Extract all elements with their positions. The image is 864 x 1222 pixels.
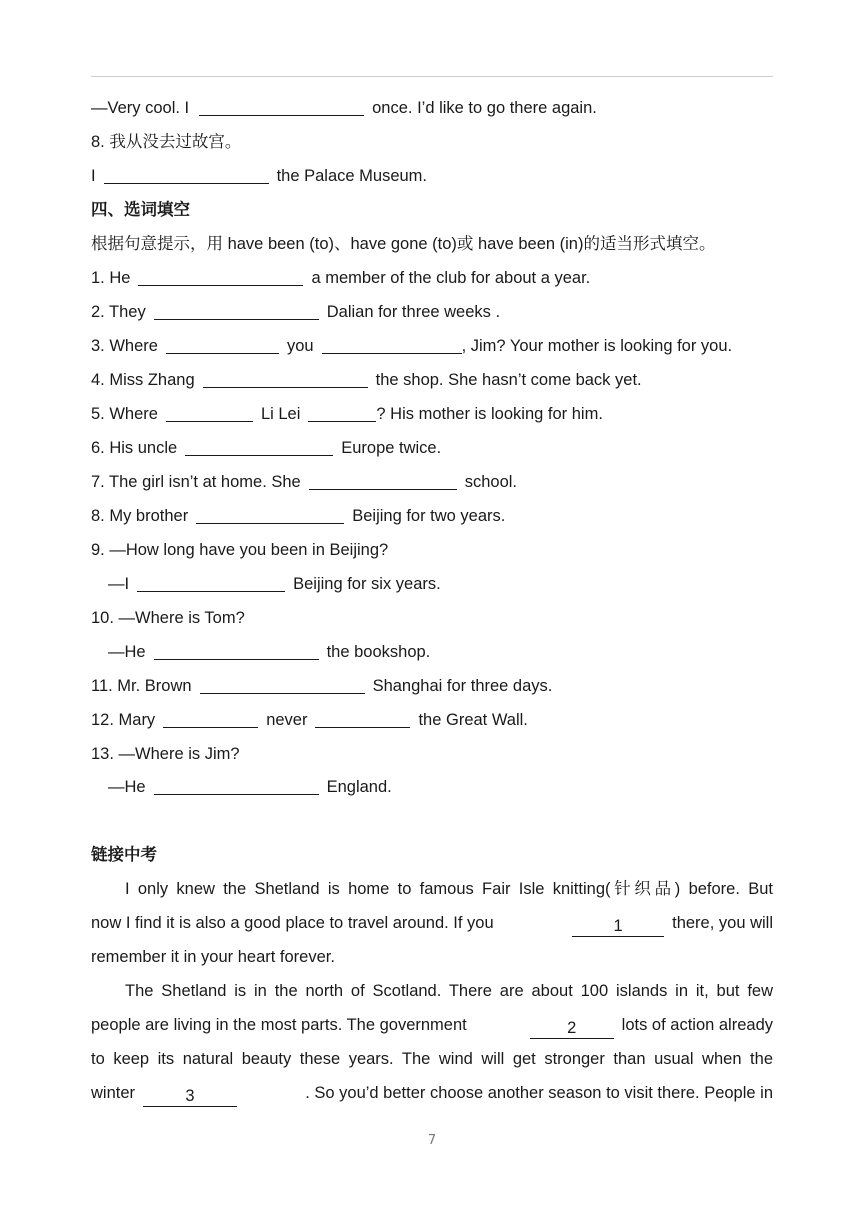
p2-line-4 <box>91 1076 773 1110</box>
text: 根据句意提示，用 have been (to)、have gone (to)或 have been (in)的适当形式填空。 <box>91 235 716 253</box>
text: Beijing for six years. <box>293 575 441 593</box>
text: there, you will <box>672 914 773 932</box>
answer-blank[interactable] <box>137 574 285 592</box>
text: ? His mother is looking for him. <box>376 405 603 423</box>
text: people are living in the most parts. The government <box>91 1016 467 1034</box>
text: the Great Wall. <box>418 711 528 729</box>
text: I only knew the Shetland is home to famous Fair Isle knitting(针织品) before. But <box>125 880 773 898</box>
answer-blank[interactable] <box>315 710 410 728</box>
question-9-answer <box>108 567 798 601</box>
answer-blank[interactable] <box>203 370 368 388</box>
text: 10. —Where is Tom? <box>91 609 245 627</box>
text: now I find it is also a good place to travel around. If you <box>91 914 494 932</box>
text: a member of the club for about a year. <box>311 269 591 287</box>
text: 4. Miss Zhang <box>91 371 195 389</box>
answer-blank[interactable] <box>154 302 319 320</box>
text: 8. My brother <box>91 507 189 525</box>
question-12 <box>91 703 781 737</box>
text: 7. The girl isn’t at home. She <box>91 473 301 491</box>
question-1 <box>91 261 781 295</box>
text: lots of action already <box>621 1016 773 1034</box>
cloze-blank-1[interactable]: 1 <box>572 916 664 937</box>
answer-blank[interactable] <box>163 710 258 728</box>
p1-line-2 <box>91 906 773 940</box>
text: to keep its natural beauty these years. The wind will get stronger than usual when the <box>91 1050 773 1068</box>
p2-line-1 <box>125 974 773 1008</box>
heading: 四、选词填空 <box>91 201 190 219</box>
question-9 <box>91 533 781 567</box>
answer-blank[interactable] <box>166 404 253 422</box>
text: England. <box>326 778 392 796</box>
text: 13. —Where is Jim? <box>91 745 240 763</box>
top-line-2 <box>91 125 781 159</box>
answer-blank[interactable] <box>322 336 462 354</box>
text: 9. —How long have you been in Beijing? <box>91 541 389 559</box>
top-line-1 <box>91 91 781 125</box>
text: —He <box>108 643 146 661</box>
text: you <box>286 337 314 355</box>
question-10 <box>91 601 781 635</box>
text: Beijing for two years. <box>352 507 506 525</box>
answer-blank[interactable] <box>309 472 457 490</box>
header-rule <box>91 76 773 77</box>
answer-blank[interactable] <box>154 777 319 795</box>
text: 12. Mary <box>91 711 156 729</box>
page-number: 7 <box>427 1133 437 1148</box>
text: school. <box>464 473 518 491</box>
question-8 <box>91 499 781 533</box>
question-7 <box>91 465 781 499</box>
p1-line-1 <box>125 872 773 906</box>
link-title <box>91 838 781 872</box>
p1-line-3 <box>91 940 781 974</box>
text: Europe twice. <box>341 439 442 457</box>
text: , Jim? Your mother is looking for you. <box>461 337 733 355</box>
answer-blank[interactable] <box>154 642 319 660</box>
text: 11. Mr. Brown <box>91 677 192 695</box>
answer-blank[interactable] <box>185 438 333 456</box>
answer-blank[interactable] <box>199 98 364 116</box>
answer-blank[interactable] <box>104 166 269 184</box>
question-3 <box>91 329 781 363</box>
text: 3. Where <box>91 337 158 355</box>
question-13 <box>91 737 781 771</box>
answer-blank[interactable] <box>200 676 365 694</box>
answer-blank[interactable] <box>196 506 344 524</box>
text: 1. He <box>91 269 131 287</box>
text: winter <box>91 1084 136 1102</box>
question-11 <box>91 669 781 703</box>
section-instruction <box>91 227 781 261</box>
text: Li Lei <box>260 405 301 423</box>
text: once. I’d like to go there again. <box>372 99 597 117</box>
text: The Shetland is in the north of Scotland. There are about 100 islands in it, but few <box>125 982 773 1000</box>
text: —Very cool. I <box>91 99 190 117</box>
text: 8. 我从没去过故宫。 <box>91 133 242 151</box>
text: I <box>91 167 96 185</box>
answer-blank[interactable] <box>138 268 303 286</box>
answer-blank[interactable] <box>308 404 376 422</box>
cloze-blank-3[interactable]: 3 <box>143 1086 237 1107</box>
question-2 <box>91 295 781 329</box>
text: 5. Where <box>91 405 158 423</box>
cloze-blank-2[interactable]: 2 <box>530 1018 614 1039</box>
text: never <box>266 711 308 729</box>
text: the Palace Museum. <box>276 167 428 185</box>
text: Dalian for three weeks . <box>326 303 501 321</box>
question-5 <box>91 397 781 431</box>
heading: 链接中考 <box>91 846 157 864</box>
p2-line-3 <box>91 1042 773 1076</box>
question-10-answer <box>108 635 798 669</box>
section-title <box>91 193 781 227</box>
text: Shanghai for three days. <box>372 677 553 695</box>
text: —I <box>108 575 130 593</box>
text: . So you’d better choose another season to visit there. People in <box>305 1084 773 1102</box>
text: the shop. She hasn’t come back yet. <box>375 371 642 389</box>
text: the bookshop. <box>326 643 431 661</box>
text: 6. His uncle <box>91 439 178 457</box>
p2-line-2 <box>91 1008 773 1042</box>
question-4 <box>91 363 781 397</box>
answer-blank[interactable] <box>166 336 279 354</box>
text: 2. They <box>91 303 146 321</box>
question-6 <box>91 431 781 465</box>
text: remember it in your heart forever. <box>91 948 335 966</box>
top-line-3 <box>91 159 781 193</box>
text: —He <box>108 778 146 796</box>
question-13-answer <box>108 770 798 804</box>
